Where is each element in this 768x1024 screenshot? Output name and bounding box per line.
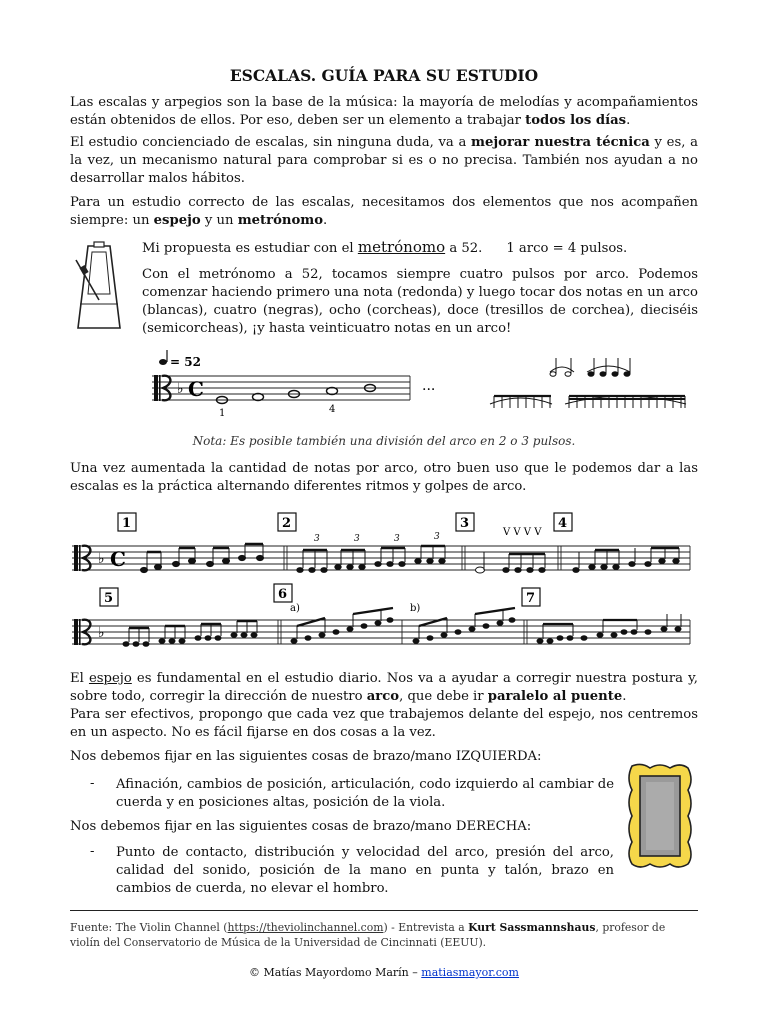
common-time-icon: C bbox=[188, 377, 204, 401]
page-title: ESCALAS. GUÍA PARA SU ESTUDIO bbox=[229, 66, 539, 85]
mirror-icon bbox=[624, 760, 696, 872]
bullet-dash: - bbox=[90, 776, 95, 791]
score-rhythm-exercises bbox=[70, 508, 700, 654]
mirror-link[interactable]: espejo bbox=[88, 671, 132, 686]
list-item-left-hand: Afinación, cambios de posición, articulación, codo izquierdo al cambiar de cuerda y en posiciones altas, posición de la viola. bbox=[116, 777, 614, 810]
score-scale-example bbox=[140, 350, 700, 422]
svg-text:4: 4 bbox=[558, 516, 568, 531]
svg-text:b): b) bbox=[410, 603, 421, 614]
fingering-1: 1 bbox=[219, 408, 226, 419]
paragraph-intro: Las escalas y arpegios son la base de la música: la mayoría de melodías y acompañamientos están obtenidos de ellos. Por eso, deben ser un elemento a trabajar todos los días. bbox=[70, 95, 698, 128]
svg-text:♭: ♭ bbox=[98, 625, 105, 641]
paragraph-technique: El estudio concienciado de escalas, sin ninguna duda, va a mejorar nuestra técnica y es, a la vez, un mecanismo natural para comprobar si es o no precisa. También nos ayudan a no desarrollar malos hábitos. bbox=[70, 135, 699, 186]
fingering-4: 4 bbox=[329, 404, 336, 415]
metronome-link[interactable]: metrónomo bbox=[357, 238, 446, 256]
copyright: © Matías Mayordomo Marín – matiasmayor.com bbox=[249, 966, 519, 979]
svg-text:7: 7 bbox=[526, 591, 536, 606]
paragraph-mirror: El espejo es fundamental en el estudio diario. Nos va a ayudar a corregir nuestra postura y, sobre todo, corregir la dirección de nuestro arco, que debe ir paralelo al puente. bbox=[70, 671, 698, 704]
paragraph-left-hand: Nos debemos fijar en las siguientes cosas de brazo/mano IZQUIERDA: bbox=[70, 749, 542, 764]
footer-source: Fuente: The Violin Channel (https://theviolinchannel.com) - Entrevista a Kurt Sassmannshaus, profesor de violín del Conservatorio de Música de la Universidad de Cincinnati (EEUU). bbox=[70, 921, 666, 949]
paragraph-right-hand: Nos debemos fijar en las siguientes cosas de brazo/mano DERECHA: bbox=[70, 819, 532, 834]
staff1-notes bbox=[141, 544, 680, 573]
svg-text:3: 3 bbox=[354, 534, 360, 544]
ellipsis: ... bbox=[422, 378, 436, 394]
metronome-icon bbox=[68, 238, 128, 338]
source-link[interactable]: https://theviolinchannel.com bbox=[227, 921, 384, 934]
paragraph-pulses: Con el metrónomo a 52, tocamos siempre cuatro pulsos por arco. Podemos comenzar haciendo primero una nota (redonda) y luego tocar dos notas en un arco (blancas), cuatro (negras), ocho (corcheas), doce (tresillos de corchea), dieciséis (semicorcheas), ¡y hasta veinticuatro notas en un arco! bbox=[142, 267, 698, 336]
paragraph-elements: Para un estudio correcto de las escalas, necesitamos dos elementos que nos acompañen siempre: un espejo y un metrónomo. bbox=[70, 195, 698, 228]
paragraph-rhythms: Una vez aumentada la cantidad de notas por arco, otro buen uso que le podemos dar a las escalas es la práctica alternando diferentes ritmos y golpes de arco. bbox=[70, 461, 698, 494]
svg-text:5: 5 bbox=[104, 591, 114, 606]
flat-sign-icon: ♭ bbox=[177, 381, 184, 397]
svg-text:3: 3 bbox=[394, 534, 400, 544]
exercise-number-boxes bbox=[100, 513, 572, 606]
footer-divider bbox=[70, 910, 698, 911]
svg-text:6: 6 bbox=[278, 587, 288, 602]
quarter-note-icon bbox=[159, 359, 167, 365]
svg-text:3: 3 bbox=[460, 516, 470, 531]
svg-text:3: 3 bbox=[314, 534, 320, 544]
bullet-dash: - bbox=[90, 844, 95, 859]
svg-text:♭: ♭ bbox=[98, 551, 105, 567]
metronome-proposal: Mi propuesta es estudiar con el metrónomo a 52. 1 arco = 4 pulsos. bbox=[142, 238, 628, 256]
note-bow-division: Nota: Es posible también una división del arco en 2 o 3 pulsos. bbox=[192, 434, 576, 448]
paragraph-focus: Para ser efectivos, propongo que cada vez que trabajemos delante del espejo, nos centremos en un aspecto. No es fácil fijarse en dos cosas a la vez. bbox=[70, 707, 698, 740]
svg-text:C: C bbox=[110, 547, 126, 571]
svg-text:3: 3 bbox=[434, 532, 440, 542]
tempo-mark: = 52 bbox=[170, 355, 201, 369]
svg-text:a): a) bbox=[290, 603, 300, 614]
svg-text:2: 2 bbox=[282, 516, 292, 531]
author-site-link[interactable]: matiasmayor.com bbox=[421, 966, 519, 979]
up-bow-marks: V V V V bbox=[503, 527, 542, 538]
rhythm-diagram bbox=[490, 358, 686, 408]
list-item-right-hand: Punto de contacto, distribución y velocidad del arco, presión del arco, calidad del sonido, posición de la mano en punta y talón, brazo en cambios de cuerda, no elevar el hombro. bbox=[116, 845, 614, 896]
svg-text:1: 1 bbox=[122, 516, 132, 531]
